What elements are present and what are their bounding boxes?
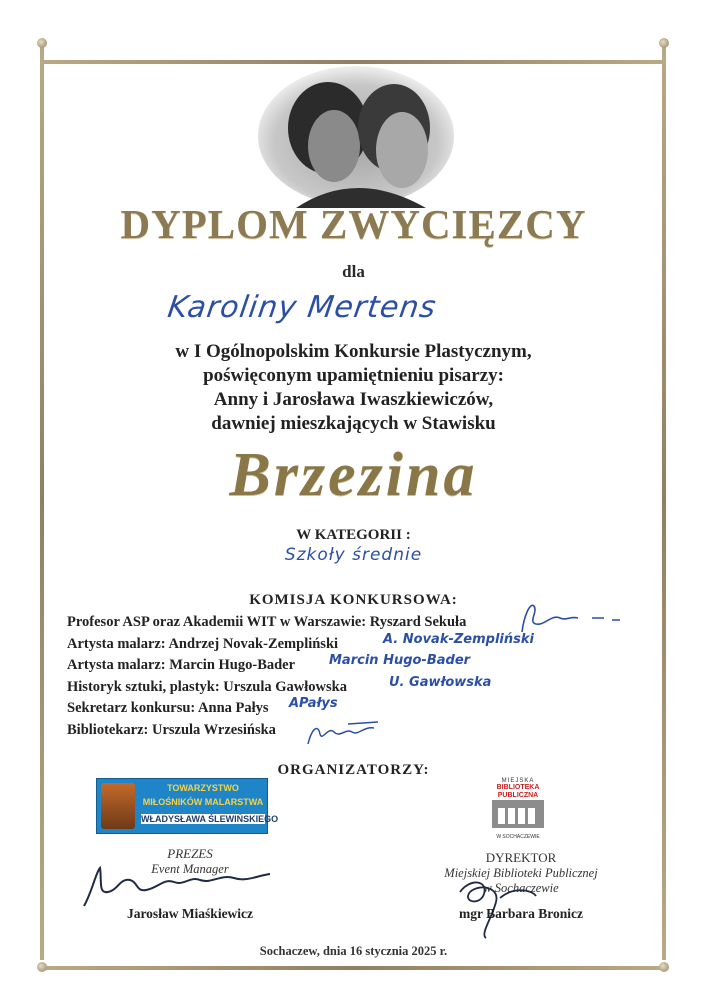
description-line: dawniej mieszkających w Stawisku xyxy=(211,413,496,434)
portrait-image xyxy=(256,58,456,208)
jury-member-text: Artysta malarz: Marcin Hugo-Bader xyxy=(67,657,296,673)
director-place: w Sochaczewie xyxy=(483,881,559,895)
library-building-icon xyxy=(492,800,544,828)
sekula-signature xyxy=(508,596,628,636)
place-and-date: Sochaczew, dnia 16 stycznia 2025 r. xyxy=(259,944,448,958)
jury-member-signature: APałys xyxy=(289,696,338,711)
miaskiewicz-signature xyxy=(74,862,284,912)
library-logo xyxy=(483,778,553,840)
director-name: mgr Barbara Bronicz xyxy=(459,906,583,921)
description-line: w I Ogólnopolskim Konkursie Plastycznym, xyxy=(175,341,532,362)
work-title: Brzezina xyxy=(229,441,478,509)
frame-corner-ornament xyxy=(659,962,669,972)
for-label: dla xyxy=(342,262,365,281)
jury-heading: KOMISJA KONKURSOWA: xyxy=(249,592,458,608)
president-role: PREZES xyxy=(167,846,213,861)
category-value: Szkoły średnie xyxy=(284,545,423,565)
jury-member xyxy=(67,653,667,679)
president-role-secondary: Event Manager xyxy=(151,862,229,876)
society-logo-line: TOWARZYSTWO xyxy=(167,783,239,793)
society-logo xyxy=(96,778,279,834)
painter-portrait-icon xyxy=(101,783,135,829)
jury-member-text: Bibliotekarz: Urszula Wrzesińska xyxy=(67,721,276,738)
description-line: poświęconym upamiętnieniu pisarzy: xyxy=(203,365,504,386)
library-logo-line: BIBLIOTEKA xyxy=(496,784,540,791)
society-logo-line: MIŁOŚNIKÓW MALARSTWA xyxy=(142,797,264,807)
jury-member xyxy=(67,674,667,701)
library-logo-line: PUBLICZNA xyxy=(497,792,539,799)
competition-description xyxy=(0,340,707,436)
jury-member-text: Sekretarz konkursu: Anna Pałys xyxy=(67,700,269,716)
library-logo-line: MIEJSKA xyxy=(501,778,535,784)
jury-member-signature: A. Novak-Zempliński xyxy=(383,631,534,647)
organizers-heading: ORGANIZATORZY: xyxy=(277,762,430,778)
jury-member-signature: Marcin Hugo-Bader xyxy=(329,653,471,668)
jury-member-text: Artysta malarz: Andrzej Novak-Zempliński xyxy=(67,635,339,652)
library-logo-line: W SOCHACZEWIE xyxy=(496,834,540,840)
category-label: W KATEGORII : xyxy=(296,527,411,543)
recipient-name: Karoliny Mertens xyxy=(165,290,439,325)
society-logo-line: WŁADYSŁAWA ŚLEWIŃSKIEGO xyxy=(141,814,279,824)
jury-member-text: Historyk sztuki, plastyk: Urszula Gawłowska xyxy=(67,678,347,695)
diploma-title: DYPLOM ZWYCIĘZCY xyxy=(120,201,587,247)
frame-corner-ornament xyxy=(37,38,47,48)
frame-corner-ornament xyxy=(659,38,669,48)
jury-member-text: Profesor ASP oraz Akademii WIT w Warszawie: Ryszard Sekuła xyxy=(67,614,467,630)
director-role: DYREKTOR xyxy=(485,850,557,865)
frame-bottom-border xyxy=(40,966,666,970)
description-line: Anny i Jarosława Iwaszkiewiczów, xyxy=(213,389,494,410)
frame-corner-ornament xyxy=(37,962,47,972)
jury-member-signature: U. Gawłowska xyxy=(389,674,492,690)
wrzesinska-signature xyxy=(300,718,390,750)
director-institution: Miejskiej Biblioteki Publicznej xyxy=(444,866,598,880)
president-name: Jarosław Miaśkiewicz xyxy=(126,906,254,921)
